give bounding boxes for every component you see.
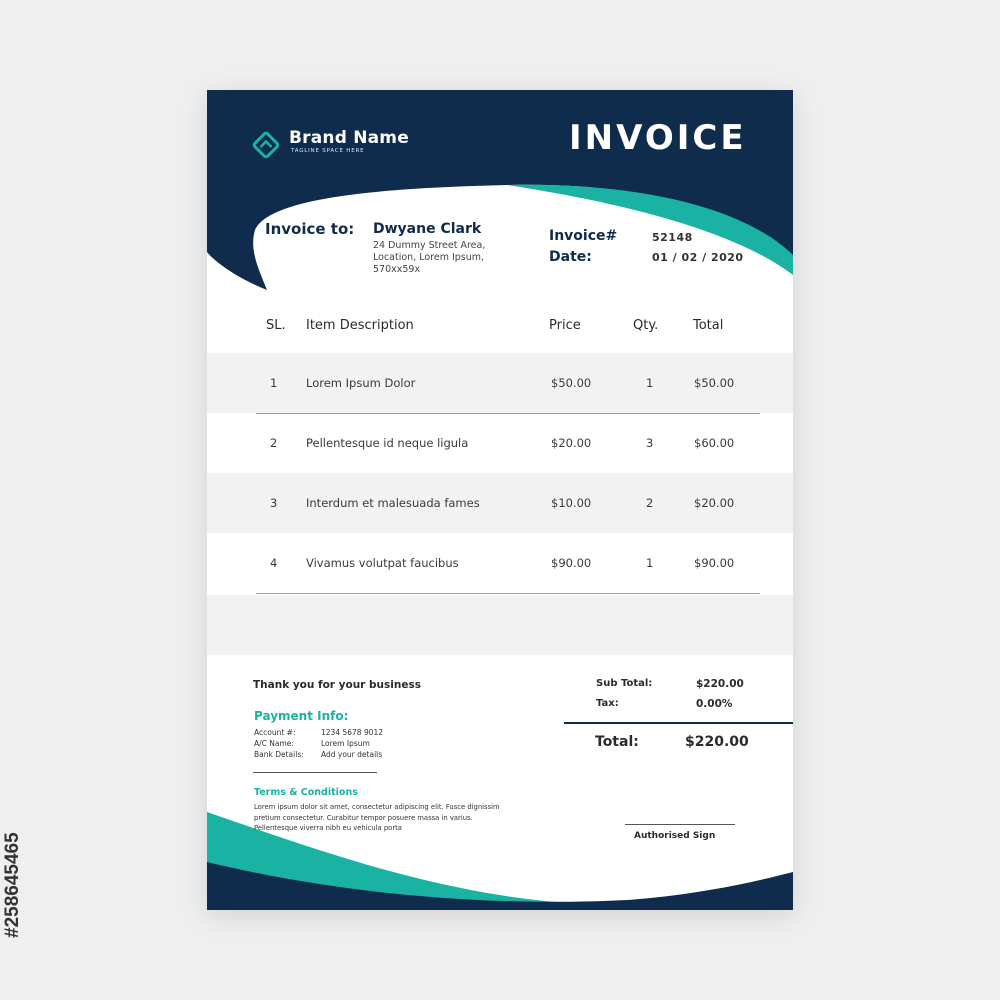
tax-label: Tax: [596, 698, 619, 709]
bank-details: Add your details [321, 750, 383, 759]
row-sl: 2 [270, 436, 278, 450]
brand-name: Brand Name [289, 128, 409, 148]
payment-info-title: Payment Info: [254, 709, 349, 723]
row-price: $50.00 [551, 376, 592, 390]
col-header-qty: Qty. [633, 318, 659, 333]
row-price: $20.00 [551, 436, 592, 450]
col-header-sl: SL. [266, 318, 286, 333]
subtotal-label: Sub Total: [596, 678, 653, 689]
row-total: $50.00 [694, 376, 735, 390]
authorised-sign-label: Authorised Sign [634, 831, 716, 841]
thanks-message: Thank you for your business [253, 679, 421, 691]
row-sl: 4 [270, 556, 278, 570]
invoice-number-label: Invoice# [549, 228, 618, 244]
invoice-date: 01 / 02 / 2020 [652, 251, 744, 264]
signature-line [625, 824, 735, 825]
row-sl: 3 [270, 496, 278, 510]
bank-details-label: Bank Details: [254, 750, 304, 759]
payment-divider [253, 772, 377, 773]
account-name: Lorem Ipsum [321, 739, 370, 748]
document-title: INVOICE [569, 118, 747, 158]
col-header-price: Price [549, 318, 581, 333]
summary-divider [564, 722, 793, 724]
tax-value: 0.00% [696, 698, 733, 710]
row-divider [256, 413, 760, 414]
total-value: $220.00 [685, 734, 749, 750]
row-qty: 3 [646, 436, 654, 450]
row-total: $60.00 [694, 436, 735, 450]
col-header-total: Total [693, 318, 724, 333]
row-band [207, 595, 793, 655]
invoice-sheet [207, 90, 793, 910]
row-qty: 1 [646, 556, 654, 570]
col-header-description: Item Description [306, 318, 414, 333]
invoice-to-label: Invoice to: [265, 220, 355, 238]
row-total: $90.00 [694, 556, 735, 570]
account-name-label: A/C Name: [254, 739, 294, 748]
invoice-number: 52148 [652, 231, 693, 244]
row-description: Lorem Ipsum Dolor [306, 376, 416, 390]
row-description: Pellentesque id neque ligula [306, 436, 469, 450]
row-description: Interdum et malesuada fames [306, 496, 480, 510]
diamond-house-logo-icon [249, 128, 283, 162]
row-divider [256, 593, 760, 594]
terms-title: Terms & Conditions [254, 787, 358, 798]
invoice-date-label: Date: [549, 249, 592, 265]
row-price: $10.00 [551, 496, 592, 510]
row-price: $90.00 [551, 556, 592, 570]
terms-text: Lorem ipsum dolor sit amet, consectetur adipiscing elit. Fusce dignissim pretium consectetur. Curabitur tempor posuere massa in varius. Pellentesque viverra nibh eu vehicula porta [254, 803, 500, 832]
row-qty: 2 [646, 496, 654, 510]
row-description: Vivamus volutpat faucibus [306, 556, 459, 570]
stock-id: #258645465 [2, 832, 23, 938]
row-qty: 1 [646, 376, 654, 390]
account-number-label: Account #: [254, 728, 296, 737]
brand-tagline: TAGLINE SPACE HERE [291, 148, 365, 154]
row-sl: 1 [270, 376, 278, 390]
client-name: Dwyane Clark [373, 221, 482, 237]
account-number: 1234 5678 9012 [321, 728, 384, 737]
subtotal-value: $220.00 [696, 678, 744, 690]
row-total: $20.00 [694, 496, 735, 510]
total-label: Total: [595, 734, 639, 750]
client-address: 24 Dummy Street Area, Location, Lorem Ipsum, 570xx59x [373, 240, 486, 275]
